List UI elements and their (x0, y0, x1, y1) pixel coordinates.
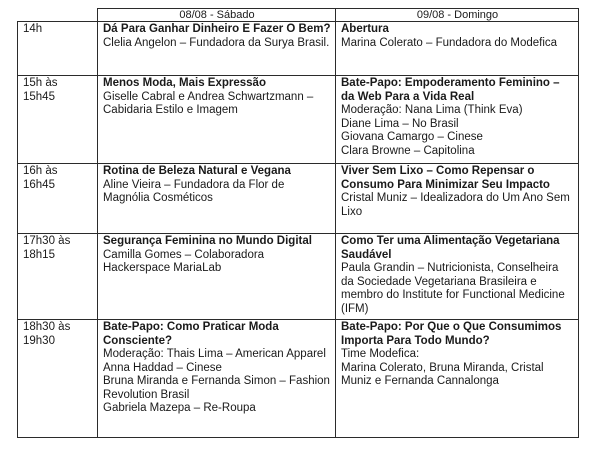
time-cell (18, 164, 98, 234)
session-detail: Cristal Muniz – Idealizadora do Um Ano Sem Lixo (341, 192, 570, 218)
time-cell (18, 320, 98, 438)
time-label: 15h45 (23, 90, 55, 103)
session-detail: Marina Colerato, Bruna Miranda, Cristal Muniz e Fernanda Cannalonga (341, 361, 544, 387)
saturday-session-cell (98, 164, 336, 234)
session-title: Dá Para Ganhar Dinheiro E Fazer O Bem? (103, 23, 331, 35)
session-title: Rotina de Beleza Natural e Vegana (103, 165, 291, 177)
schedule-row (18, 320, 579, 438)
schedule-row (18, 234, 579, 320)
session-detail: Moderação: Thais Lima – American Apparel (103, 348, 326, 360)
sunday-session-cell (336, 320, 579, 438)
time-label: 18h15 (23, 248, 55, 261)
session-detail: Gabriela Mazepa – Re-Roupa (103, 402, 256, 414)
session-detail: Clara Browne – Capitolina (341, 144, 475, 157)
time-label: 17h30 às (23, 235, 71, 247)
schedule-table (17, 8, 579, 438)
time-cell (18, 234, 98, 320)
saturday-session-cell (98, 234, 336, 320)
session-detail: Giselle Cabral e Andrea Schwartzmann – Cabidaria Estilo e Imagem (103, 90, 314, 116)
session-detail: Aline Vieira – Fundadora da Flor de Magnólia Cosméticos (103, 178, 285, 204)
sunday-session-cell (336, 22, 579, 76)
session-detail: Anna Haddad – Cinese (103, 361, 222, 374)
time-label: 18h30 às (23, 321, 71, 333)
time-label: 16h às (23, 165, 58, 177)
time-label: 16h45 (23, 178, 55, 191)
time-label: 14h (23, 23, 43, 35)
schedule-row (18, 22, 579, 76)
session-detail: Paula Grandin – Nutricionista, Conselheira da Sociedade Vegetariana Brasileira e membro do Institute for Functional Medicine (IFM) (341, 262, 565, 315)
session-detail: Giovana Camargo – Cinese (341, 131, 483, 143)
session-title: Bate-Papo: Empoderamento Feminino – da Web Para a Vida Real (341, 77, 560, 103)
header-blank-cell (18, 9, 98, 22)
session-detail: Camilla Gomes – Colaboradora Hackerspace MariaLab (103, 248, 265, 274)
session-title: Viver Sem Lixo – Como Repensar o Consumo Para Minimizar Seu Impacto (341, 165, 550, 191)
session-title: Bate-Papo: Por Que o Que Consumimos Importa Para Todo Mundo? (341, 321, 562, 347)
time-cell (18, 76, 98, 164)
sunday-session-cell (336, 76, 579, 164)
schedule-row (18, 164, 579, 234)
sunday-session-cell (336, 234, 579, 320)
time-label: 19h30 (23, 334, 55, 347)
session-detail: Moderação: Nana Lima (Think Eva) (341, 104, 523, 116)
session-title: Menos Moda, Mais Expressão (103, 77, 266, 89)
session-title: Bate-Papo: Como Praticar Moda Consciente? (103, 321, 279, 347)
header-row (18, 9, 579, 22)
schedule-row (18, 76, 579, 164)
session-detail: Bruna Miranda e Fernanda Simon – Fashion Revolution Brasil (103, 375, 330, 401)
time-label: 15h às (23, 77, 58, 89)
time-cell (18, 22, 98, 76)
session-detail: Clelia Angelon – Fundadora da Surya Brasil. (103, 36, 330, 49)
saturday-session-cell (98, 320, 336, 438)
header-sunday: 09/08 - Domingo (336, 9, 579, 22)
session-detail: Marina Colerato – Fundadora do Modefica (341, 36, 558, 49)
schedule-body (18, 22, 579, 438)
session-title: Segurança Feminina no Mundo Digital (103, 235, 312, 247)
session-detail: Time Modefica: (341, 348, 420, 360)
saturday-session-cell (98, 22, 336, 76)
header-saturday: 08/08 - Sábado (98, 9, 336, 22)
saturday-session-cell (98, 76, 336, 164)
sunday-session-cell (336, 164, 579, 234)
session-title: Como Ter uma Alimentação Vegetariana Saudável (341, 235, 560, 261)
session-title: Abertura (341, 23, 389, 35)
session-detail: Diane Lima – No Brasil (341, 117, 459, 130)
